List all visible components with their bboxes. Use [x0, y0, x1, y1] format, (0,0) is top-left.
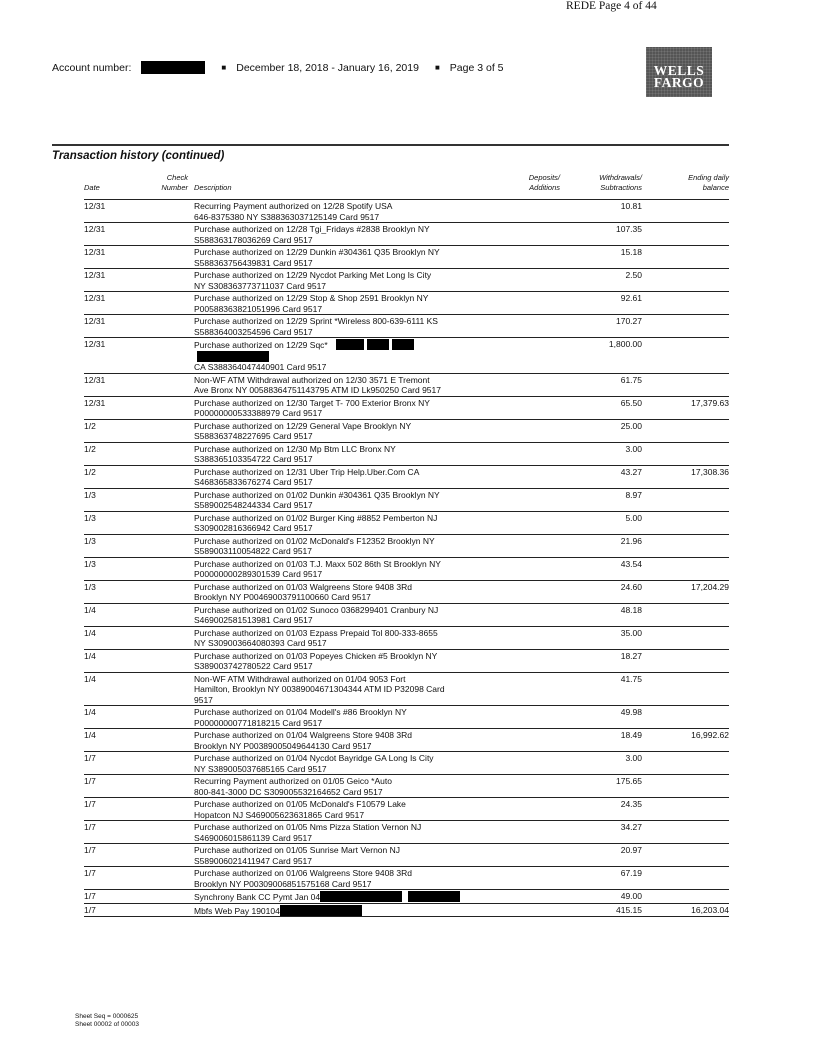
description-line: Purchase authorized on 01/04 Modell's #86 Brooklyn NY — [194, 707, 407, 717]
description-cell — [194, 845, 484, 866]
withdrawal-cell: 5.00 — [625, 512, 642, 523]
page-header: REDE Page 4 of 44 — [566, 0, 657, 12]
date-cell: 12/31 — [84, 316, 106, 326]
table-row — [84, 488, 729, 511]
table-row — [84, 626, 729, 649]
withdrawal-cell: 3.00 — [625, 443, 642, 454]
description-line: S388365103354722 Card 9517 — [194, 454, 313, 464]
withdrawal-cell: 2.50 — [625, 270, 642, 280]
table-row — [84, 314, 729, 337]
description-line: P00000000771818215 Card 9517 — [194, 717, 323, 728]
balance-cell: 16,992.62 — [691, 730, 729, 740]
balance-cell: 17,379.63 — [691, 397, 729, 408]
table-row — [84, 396, 729, 419]
description-cell — [194, 628, 484, 649]
description-cell — [194, 605, 484, 626]
date-cell: 1/7 — [84, 799, 96, 809]
description-line: S589002548244334 Card 9517 — [194, 500, 313, 510]
date-cell: 12/31 — [84, 224, 106, 234]
withdrawal-cell: 25.00 — [620, 420, 642, 431]
redaction-box — [336, 339, 364, 350]
table-row — [84, 797, 729, 820]
description-line: Purchase authorized on 12/28 Tgi_Fridays #2838 Brooklyn NY — [194, 224, 430, 234]
description-line: Non-WF ATM Withdrawal authorized on 12/30 3571 E Tremont — [194, 374, 430, 385]
description-cell — [194, 891, 484, 903]
date-cell: 1/7 — [84, 845, 96, 855]
date-cell: 1/7 — [84, 904, 96, 915]
date-cell: 1/7 — [84, 822, 96, 832]
section-title: Transaction history (continued) — [52, 150, 225, 162]
description-line: Purchase authorized on 01/05 McDonald's F10579 Lake — [194, 799, 406, 809]
date-cell: 1/7 — [84, 776, 96, 786]
table-row — [84, 373, 729, 396]
table-row — [84, 465, 729, 488]
description-line: Purchase authorized on 12/30 Target T- 700 Exterior Bronx NY — [194, 397, 430, 408]
description-cell — [194, 536, 484, 557]
description-line: Brooklyn NY P00389005049644130 Card 9517 — [194, 740, 372, 751]
withdrawal-cell: 61.75 — [620, 374, 642, 385]
description-cell — [194, 339, 484, 373]
table-row — [84, 245, 729, 268]
description-line: S588363756439831 Card 9517 — [194, 257, 313, 268]
description-line: 9517 — [194, 694, 213, 705]
description-cell — [194, 316, 484, 337]
description-line: Recurring Payment authorized on 01/05 Geico *Auto — [194, 776, 392, 786]
header-balance: Ending daily balance — [688, 173, 729, 192]
table-row — [84, 291, 729, 314]
description-line: Purchase authorized on 12/30 Mp Btm LLC Bronx NY — [194, 443, 396, 454]
withdrawal-cell: 21.96 — [620, 535, 642, 546]
description-cell — [194, 753, 484, 774]
table-row — [84, 268, 729, 291]
description-line: 800-841-3000 DC S309005532164652 Card 9517 — [194, 786, 383, 797]
header-description: Description — [194, 183, 232, 192]
description-line: Brooklyn NY P00469003791100660 Card 9517 — [194, 592, 371, 602]
balance-cell: 17,204.29 — [691, 581, 729, 592]
redaction-box — [141, 61, 205, 74]
description-cell — [194, 868, 484, 889]
description-cell — [194, 444, 484, 465]
date-cell: 1/3 — [84, 489, 96, 500]
withdrawal-cell: 1,800.00 — [608, 339, 642, 349]
description-line: Purchase authorized on 01/03 T.J. Maxx 502 86th St Brooklyn NY — [194, 558, 441, 569]
description-line: Purchase authorized on 12/29 Stop & Shop 2591 Brooklyn NY — [194, 293, 429, 303]
date-cell: 1/4 — [84, 730, 96, 740]
withdrawal-cell: 24.60 — [620, 581, 642, 592]
description-line: S589006021411947 Card 9517 — [194, 855, 313, 866]
description-cell — [194, 730, 484, 751]
description-line: S588363178036269 Card 9517 — [194, 234, 313, 245]
withdrawal-cell: 18.49 — [620, 730, 642, 740]
account-number-label: Account number: — [52, 61, 132, 74]
description-cell — [194, 559, 484, 580]
withdrawal-cell: 175.65 — [616, 776, 642, 786]
description-cell — [194, 467, 484, 488]
description-cell — [194, 799, 484, 820]
table-row — [84, 603, 729, 626]
description-line: P00588363821051996 Card 9517 — [194, 303, 323, 314]
description-line: NY S389005037685165 Card 9517 — [194, 763, 327, 774]
sheet-footer — [75, 1013, 139, 1029]
description-line: Recurring Payment authorized on 12/28 Spotify USA — [194, 201, 393, 211]
statement-period: December 18, 2018 - January 16, 2019 — [236, 61, 419, 74]
description-cell — [194, 707, 484, 728]
date-cell: 1/4 — [84, 650, 96, 661]
description-line: S309002816366942 Card 9517 — [194, 523, 313, 533]
description-line: P00000000289301539 Card 9517 — [194, 569, 323, 579]
date-cell: 1/7 — [84, 753, 96, 763]
description-line: S588364003254596 Card 9517 — [194, 326, 313, 337]
date-cell: 1/4 — [84, 673, 96, 684]
table-row — [84, 442, 729, 465]
description-line: Hamilton, Brooklyn NY 00389004671304344 ATM ID P32098 Card — [194, 684, 445, 694]
withdrawal-cell: 415.15 — [616, 904, 642, 915]
table-row — [84, 774, 729, 797]
description-line: Purchase authorized on 01/03 Ezpass Prepaid Tol 800-333-8655 — [194, 627, 438, 638]
table-row — [84, 866, 729, 889]
date-cell: 1/3 — [84, 512, 96, 523]
description-cell — [194, 582, 484, 603]
description-cell — [194, 905, 484, 917]
description-line: CA S388364047440901 Card 9517 — [194, 362, 327, 372]
table-row — [84, 419, 729, 442]
date-cell: 1/4 — [84, 707, 96, 717]
description-cell — [194, 398, 484, 419]
logo-line-1: WELLS — [653, 63, 705, 78]
date-cell: 1/3 — [84, 535, 96, 546]
description-line: Purchase authorized on 01/05 Nms Pizza Station Vernon NJ — [194, 822, 422, 832]
description-cell — [194, 513, 484, 534]
withdrawal-cell: 107.35 — [616, 224, 642, 234]
table-row — [84, 728, 729, 751]
date-cell: 1/4 — [84, 604, 96, 615]
withdrawal-cell: 20.97 — [620, 845, 642, 855]
header-check-number: Check Number — [161, 173, 188, 192]
withdrawal-cell: 15.18 — [620, 247, 642, 257]
date-cell: 1/2 — [84, 420, 96, 431]
redaction-box — [367, 339, 389, 350]
description-cell — [194, 293, 484, 314]
description-line: S588363748227695 Card 9517 — [194, 431, 313, 441]
section-divider — [52, 144, 729, 146]
date-cell: 1/3 — [84, 558, 96, 569]
table-row — [84, 751, 729, 774]
header-deposits: Deposits/ Additions — [528, 173, 560, 192]
header-withdrawals: Withdrawals/ Subtractions — [599, 173, 642, 192]
wells-fargo-logo — [646, 47, 712, 97]
withdrawal-cell: 67.19 — [620, 868, 642, 878]
withdrawal-cell: 92.61 — [620, 293, 642, 303]
description-cell — [194, 375, 484, 396]
withdrawal-cell: 65.50 — [620, 397, 642, 408]
table-row — [84, 534, 729, 557]
description-line: NY S308363773711037 Card 9517 — [194, 280, 327, 291]
date-cell: 12/31 — [84, 293, 106, 303]
bullet-icon: ■ — [221, 63, 227, 72]
description-cell — [194, 674, 484, 706]
sheet-seq: Sheet Seq = 0000625 — [75, 1013, 139, 1020]
redaction-box — [280, 905, 362, 916]
date-cell: 12/31 — [84, 339, 106, 349]
description-line: S389003742780522 Card 9517 — [194, 661, 313, 671]
withdrawal-cell: 24.35 — [620, 799, 642, 809]
redaction-box — [392, 339, 414, 350]
description-line: Synchrony Bank CC Pymt Jan 04 — [194, 891, 484, 903]
description-line: Purchase authorized on 01/06 Walgreens Store 9408 3Rd — [194, 868, 412, 878]
description-line: Purchase authorized on 12/29 Dunkin #304361 Q35 Brooklyn NY — [194, 247, 440, 257]
date-cell: 1/7 — [84, 868, 96, 878]
description-line: Purchase authorized on 01/04 Nycdot Bayridge GA Long Is City — [194, 753, 434, 763]
balance-cell: 17,308.36 — [691, 466, 729, 477]
date-cell: 12/31 — [84, 374, 106, 385]
description-line: Purchase authorized on 12/29 General Vape Brooklyn NY — [194, 420, 412, 431]
description-line: Purchase authorized on 01/02 Sunoco 0368299401 Cranbury NJ — [194, 604, 439, 615]
description-line: Purchase authorized on 12/29 Nycdot Parking Met Long Is City — [194, 270, 432, 280]
table-row — [84, 337, 729, 373]
description-line: 646-8375380 NY S388363037125149 Card 9517 — [194, 211, 380, 222]
redaction-box — [408, 891, 460, 902]
bullet-icon: ■ — [434, 63, 440, 72]
withdrawal-cell: 10.81 — [620, 201, 642, 211]
transaction-table — [84, 199, 729, 917]
table-row — [84, 705, 729, 728]
withdrawal-cell: 41.75 — [620, 673, 642, 684]
withdrawal-cell: 170.27 — [616, 316, 642, 326]
description-cell — [194, 224, 484, 245]
description-line: Purchase authorized on 01/02 Dunkin #304361 Q35 Brooklyn NY — [194, 489, 440, 500]
table-row — [84, 222, 729, 245]
description-line: Purchase authorized on 12/29 Sprint *Wireless 800-639-6111 KS — [194, 316, 438, 326]
date-cell: 12/31 — [84, 201, 106, 211]
date-cell: 1/4 — [84, 627, 96, 638]
date-cell: 1/7 — [84, 891, 96, 901]
table-row — [84, 511, 729, 534]
table-row — [84, 889, 729, 903]
description-cell — [194, 822, 484, 843]
date-cell: 1/2 — [84, 443, 96, 454]
date-cell: 1/3 — [84, 581, 96, 592]
description-cell — [194, 270, 484, 291]
description-line: Purchase authorized on 01/04 Walgreens Store 9408 3Rd — [194, 730, 412, 740]
withdrawal-cell: 3.00 — [625, 753, 642, 763]
table-row — [84, 843, 729, 866]
withdrawal-cell: 48.18 — [620, 604, 642, 615]
table-row — [84, 580, 729, 603]
description-line: Ave Bronx NY 00588364751143795 ATM ID Lk950250 Card 9517 — [194, 385, 441, 395]
logo-line-2: FARGO — [653, 75, 705, 90]
description-line: NY S309003664080393 Card 9517 — [194, 638, 327, 648]
description-line: S469002581513981 Card 9517 — [194, 615, 313, 625]
description-cell — [194, 490, 484, 511]
description-line: Purchase authorized on 01/02 Burger King #8852 Pemberton NJ — [194, 512, 438, 523]
description-line: Purchase authorized on 01/03 Walgreens Store 9408 3Rd — [194, 581, 412, 592]
description-line: Hopatcon NJ S469005623631865 Card 9517 — [194, 809, 365, 820]
date-cell: 1/2 — [84, 466, 96, 477]
header-date: Date — [84, 183, 100, 192]
withdrawal-cell: 49.98 — [620, 707, 642, 717]
page-number: Page 3 of 5 — [449, 61, 504, 74]
table-row — [84, 903, 729, 918]
column-headers — [84, 173, 729, 195]
date-cell: 12/31 — [84, 397, 106, 408]
withdrawal-cell: 18.27 — [620, 650, 642, 661]
description-line: Purchase authorized on 01/03 Popeyes Chicken #5 Brooklyn NY — [194, 650, 438, 661]
description-line: Purchase authorized on 01/05 Sunrise Mart Vernon NJ — [194, 845, 401, 855]
withdrawal-cell: 43.27 — [620, 466, 642, 477]
withdrawal-cell: 43.54 — [620, 558, 642, 569]
date-cell: 12/31 — [84, 270, 106, 280]
description-cell — [194, 201, 484, 222]
description-line: Purchase authorized on 01/02 McDonald's F12352 Brooklyn NY — [194, 535, 435, 546]
redaction-box — [320, 891, 402, 902]
account-line — [52, 61, 504, 74]
description-line: S589003110054822 Card 9517 — [194, 546, 313, 556]
redaction-box — [197, 351, 269, 362]
withdrawal-cell: 35.00 — [620, 627, 642, 638]
description-line: S469006015861139 Card 9517 — [194, 832, 313, 843]
description-line: Mbfs Web Pay 190104 — [194, 905, 484, 917]
withdrawal-cell: 49.00 — [620, 891, 642, 901]
description-line: Purchase authorized on 12/29 Sqc* — [194, 339, 484, 362]
description-cell — [194, 651, 484, 672]
description-cell — [194, 776, 484, 797]
date-cell: 12/31 — [84, 247, 106, 257]
table-row — [84, 557, 729, 580]
table-row — [84, 649, 729, 672]
description-line: Purchase authorized on 12/31 Uber Trip Help.Uber.Com CA — [194, 466, 420, 477]
description-line: Brooklyn NY P00309006851575168 Card 9517 — [194, 878, 372, 889]
description-line: P00000000533388979 Card 9517 — [194, 408, 323, 418]
withdrawal-cell: 34.27 — [620, 822, 642, 832]
table-row — [84, 672, 729, 706]
balance-cell: 16,203.04 — [691, 904, 729, 915]
withdrawal-cell: 8.97 — [625, 489, 642, 500]
description-line: S468365833676274 Card 9517 — [194, 477, 313, 487]
description-cell — [194, 421, 484, 442]
description-cell — [194, 247, 484, 268]
table-row — [84, 199, 729, 222]
table-row — [84, 820, 729, 843]
sheet-count: Sheet 00002 of 00003 — [75, 1021, 139, 1028]
description-line: Non-WF ATM Withdrawal authorized on 01/04 9053 Fort — [194, 673, 406, 684]
